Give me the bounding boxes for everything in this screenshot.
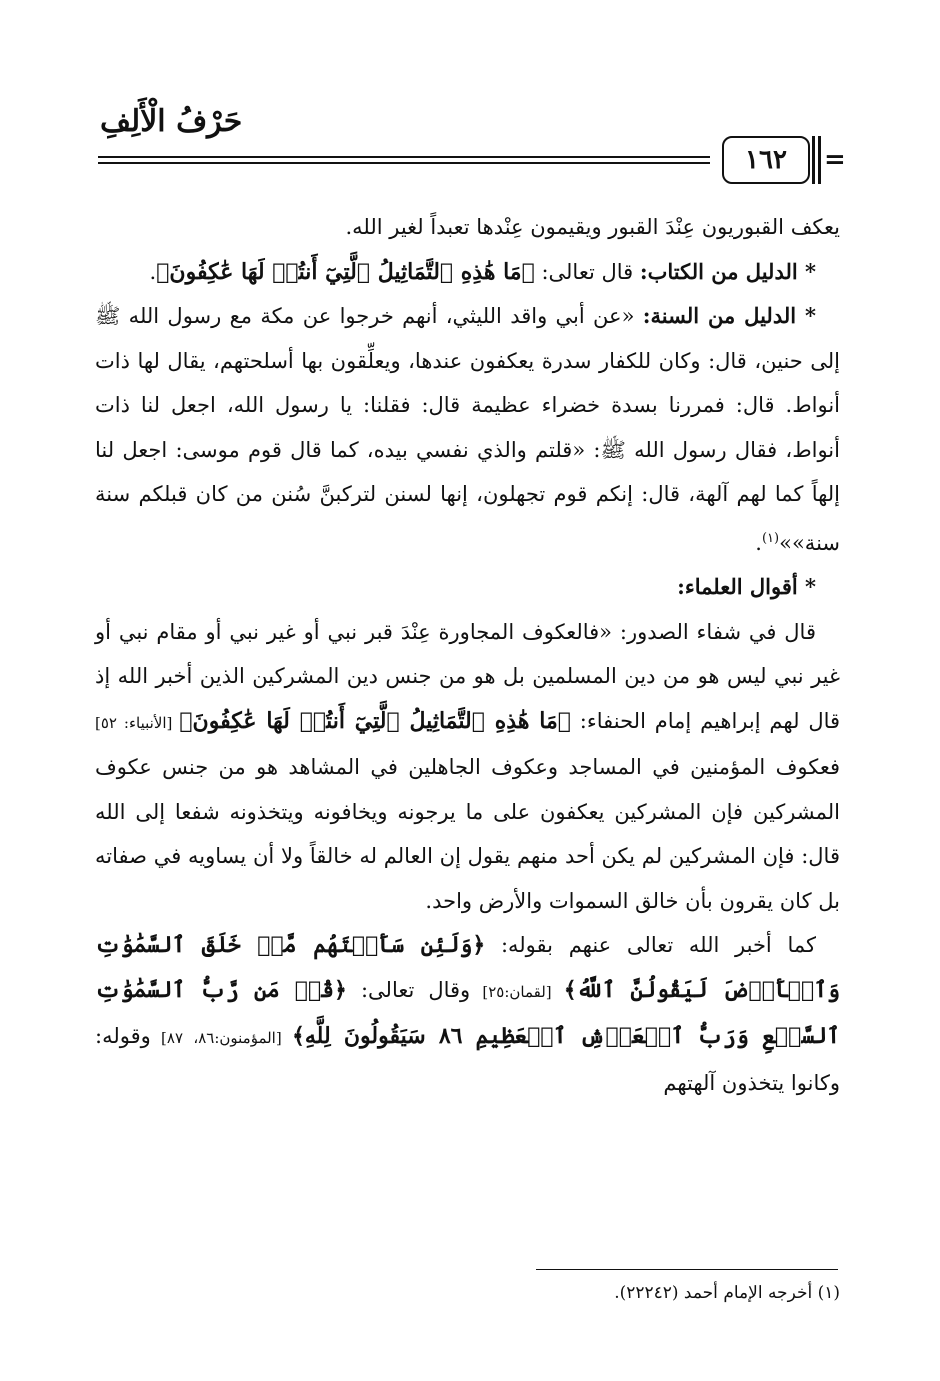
verse-reference-muminun: [المؤمنون:٨٦، ٨٧] bbox=[150, 1029, 292, 1047]
footnote: (١) أخرجه الإمام أحمد (٢٢٢٤٢). bbox=[614, 1283, 840, 1303]
chapter-title: حَرْفُ الْأَلِفِ bbox=[100, 104, 243, 139]
page-number: ١٦٢ bbox=[722, 136, 810, 184]
sunnah-evidence-label: * الدليل من السنة: bbox=[642, 303, 816, 328]
paragraph-quran-evidence bbox=[95, 250, 840, 295]
header-equals-mark: = bbox=[824, 145, 846, 175]
hadith-end: . bbox=[755, 530, 762, 555]
continuation-text-c: وقوله: وكانوا يتخذون آلهتهم bbox=[95, 1024, 840, 1095]
scholars-quote-text-b: فعكوف المؤمنين في المساجد وعكوف الجاهلين في المشاهد هو من جنس عكوف المشركين فإن المشركين يعكفون على ما يرجونه ويخافونه ويتخذونه شفعا إلى الله قال: فإن المشركين لم يكن أحد منهم يقول إن العالم له خالقاً ولا أن يساويه في صفاته بل كان يقرون بأن خالق السموات والأرض واحد. bbox=[95, 755, 840, 913]
continuation-text-b: وقال تعالى: bbox=[346, 977, 471, 1002]
paragraph-sunnah-evidence bbox=[95, 294, 840, 565]
quran-verse-anbiya: ﴿مَا هَٰذِهِ ٱلتَّمَاثِيلُ ٱلَّتِيٓ أَنتُمۡ لَهَا عَٰكِفُونَ﴾ bbox=[179, 707, 571, 734]
quran-verse: ﴿مَا هَٰذِهِ ٱلتَّمَاثِيلُ ٱلَّتِيٓ أَنتُمۡ لَهَا عَٰكِفُونَ﴾ bbox=[156, 258, 535, 285]
quran-verse-luqman: ﴿وَلَئِن سَأَلۡتَهُم مَّنۡ خَلَقَ ٱلسَّمَٰوَٰتِ وَٱلۡأَرۡضَ لَيَقُولُنَّ ٱللَّهُ﴾ bbox=[95, 932, 840, 1003]
footnote-separator bbox=[536, 1269, 838, 1270]
scholars-heading: * أقوال العلماء: bbox=[677, 574, 816, 599]
header-bar-left bbox=[812, 136, 815, 184]
scholars-quote-text-a: قال في شفاء الصدور: «فالعكوف المجاورة عِنْدَ قبر نبي أو غير نبي أو مقام نبي أو غير نبي ليس هو من دين المسلمين بل هو من جنس دين المشركين الذين أخبر الله إذ قال لهم إبراهيم إمام الحنفاء: bbox=[95, 619, 841, 733]
verse-reference-anbiya: [الأنبياء: ٥٢] bbox=[95, 713, 180, 732]
quran-evidence-end: . bbox=[149, 259, 157, 284]
quran-evidence-intro: قال تعالى: bbox=[534, 259, 640, 284]
header-rule-bottom bbox=[98, 162, 710, 164]
paragraph-continuation bbox=[95, 923, 840, 1105]
paragraph-intro-text: يعكف القبوريون عِنْدَ القبور ويقيمون عِنْدها تعبداً لغير الله. bbox=[345, 215, 840, 239]
continuation-text-a: كما أخبر الله تعالى عنهم بقوله: bbox=[485, 933, 817, 957]
quran-verse-muminun: ﴿قُلۡ مَن رَّبُّ ٱلسَّمَٰوَٰتِ ٱلسَّبۡعِ وَرَبُّ ٱلۡعَرۡشِ ٱلۡعَظِيمِ ٨٦ سَيَقُولُونَ لِلَّهِ﴾ bbox=[95, 976, 840, 1049]
paragraph-intro bbox=[95, 205, 840, 250]
footnote-reference[interactable]: (١) bbox=[761, 530, 780, 546]
header-bar-right bbox=[818, 136, 821, 184]
header-rule-top bbox=[98, 156, 710, 158]
hadith-text: «عن أبي واقد الليثي، أنهم خرجوا عن مكة مع رسول الله ﷺ إلى حنين، قال: وكان للكفار سدرة يعكفون عندها، ويعلِّقون بها أسلحتهم، يقال لها ذات أنواط. قال: فمررنا بسدة خضراء عظيمة قال: فقلنا: يا رسول الله، اجعل لنا ذات أنواط، فقال رسول الله ﷺ: «قلتم والذي نفسي بيده، كما قال قوم موسى: اجعل لنا إلهاً كما لهم آلهة، قال: إنكم قوم تجهلون، إنها لسنن لتركبنَّ سُنن من كان قبلكم سنة سنة»» bbox=[95, 304, 841, 555]
verse-reference-luqman: [لقمان:٢٥] bbox=[470, 982, 564, 1001]
body-text bbox=[95, 205, 840, 1105]
paragraph-scholars-quote bbox=[95, 610, 840, 924]
quran-evidence-label: * الدليل من الكتاب: bbox=[639, 258, 816, 284]
